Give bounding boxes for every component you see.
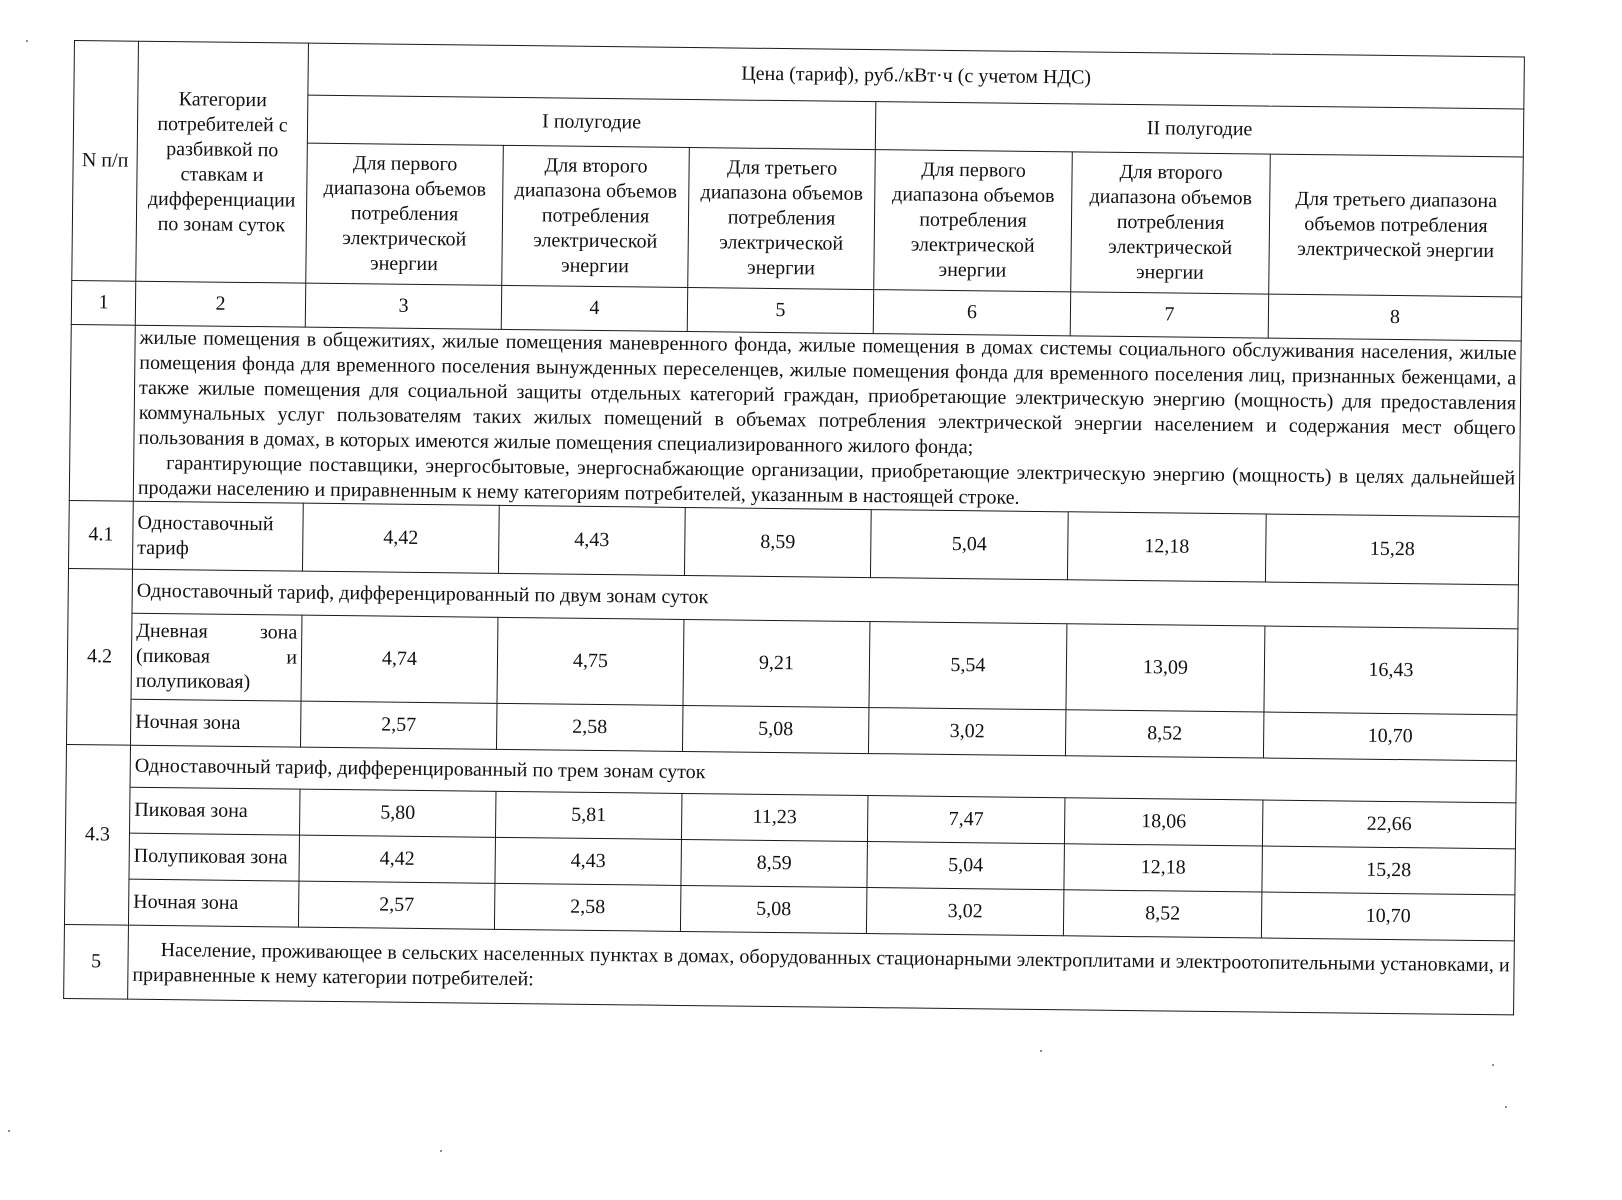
col-number-1: 1 [71, 280, 135, 325]
row-4-3-title: Одноставочный тариф, дифференцированный по трем зонам суток [130, 745, 1516, 803]
tariff-sheet [63, 40, 1524, 1015]
row-4-1-value: 5,04 [870, 510, 1068, 580]
row-4-3-peak-value: 7,47 [867, 796, 1065, 844]
col-number-8: 8 [1268, 294, 1521, 341]
row-4-2-number: 4.2 [67, 568, 133, 745]
row-4-3-peak-label: Пиковая зона [130, 787, 301, 835]
scan-speck [1505, 1106, 1507, 1108]
row-4-3-number: 4.3 [64, 744, 130, 925]
section4-text-2: гарантирующие поставщики, энергосбытовые, энергоснабжающие организации, приобретающие электрическую энергию (мощность) в целях дальнейшей продажи населению и приравненным к нему категориям потребителей, указанным в настоящей строке. [137, 452, 1516, 509]
col-number-3: 3 [305, 283, 501, 329]
row-4-2-night-value: 10,70 [1263, 712, 1517, 761]
row-4-1-value: 15,28 [1265, 514, 1519, 585]
header-h1-range-1: Для первого диапазона объемов потребления электрической энергии [306, 143, 504, 285]
row-4-2-night-value: 2,58 [496, 703, 683, 751]
header-h1-range-2: Для второго диапазона объемов потребления электрической энергии [502, 145, 690, 287]
row-4-2-day-value: 4,74 [301, 615, 498, 703]
col-number-4: 4 [501, 285, 687, 331]
row-4-1-value: 4,43 [498, 505, 685, 575]
col-number-6: 6 [873, 290, 1070, 336]
row-4-3-semipeak-label: Полупиковая зона [129, 833, 300, 881]
row-4-3-peak-value: 5,81 [495, 791, 682, 839]
row-4-3-peak-value: 11,23 [681, 793, 868, 841]
header-price-title: Цена (тариф), руб./кВт·ч (с учетом НДС) [308, 43, 1525, 109]
scan-speck [440, 1150, 442, 1152]
header-half-1: I полугодие [307, 95, 876, 149]
row-4-3-night-value: 8,52 [1063, 890, 1262, 938]
col-number-5: 5 [687, 287, 873, 333]
col-number-2: 2 [135, 281, 305, 327]
header-h2-range-1: Для первого диапазона объемов потребления электрической энергии [874, 150, 1073, 292]
header-h2-range-2: Для второго диапазона объемов потребления электрической энергии [1071, 152, 1271, 294]
row-4-2-night-value: 8,52 [1065, 710, 1264, 758]
row-4-2-day-value: 13,09 [1066, 624, 1265, 712]
row-4-2-night-value: 2,57 [300, 701, 497, 749]
tariff-table [63, 40, 1525, 1015]
header-h2-range-3: Для третьего диапазона объемов потребления электрической энергии [1269, 154, 1524, 297]
section4-description [133, 325, 1521, 517]
row-4-3-night-value: 2,58 [494, 883, 681, 931]
row-5-description: Население, проживающее в сельских населенных пунктах в домах, оборудованных стационарными электроплитами и электроотопительными установками, и приравненные к нему категории потребителей: [128, 925, 1515, 1015]
row-4-2-title: Одноставочный тариф, дифференцированный по двум зонам суток [132, 569, 1518, 629]
row-4-2-day-label: Дневная зона (пиковая и полупиковая) [131, 613, 302, 701]
row-4-3-night-value: 5,08 [680, 885, 867, 933]
row-4-1-value: 12,18 [1067, 512, 1266, 582]
row-4-3-peak-value: 22,66 [1262, 800, 1516, 849]
row-4-3-night-value: 3,02 [866, 888, 1064, 936]
scan-speck [1492, 1064, 1494, 1066]
row-4-3-semipeak-value: 4,43 [495, 837, 682, 885]
header-n-pp: N п/п [72, 41, 139, 282]
row-4-3-peak-value: 5,80 [299, 789, 496, 837]
row-4-1-label: Одноставочный тариф [133, 501, 304, 571]
section4-no-cell [69, 324, 135, 501]
row-4-1-value: 4,42 [302, 503, 499, 573]
row-4-3-semipeak-value: 15,28 [1262, 846, 1516, 895]
row-4-2-night-label: Ночная зона [131, 699, 302, 747]
row-5-number: 5 [64, 924, 129, 999]
row-4-3-semipeak-value: 5,04 [867, 842, 1065, 890]
header-half-2: II полугодие [875, 102, 1524, 157]
row-4-3-night-label: Ночная зона [128, 879, 299, 927]
scan-speck [8, 1130, 10, 1132]
row-4-2-day-value: 5,54 [869, 622, 1067, 710]
row-4-3-night-value: 2,57 [298, 881, 495, 929]
row-4-2-day-value: 4,75 [497, 617, 684, 705]
header-h1-range-3: Для третьего диапазона объемов потребления электрической энергии [688, 147, 876, 289]
col-number-7: 7 [1070, 292, 1268, 338]
row-4-2-night-value: 3,02 [868, 708, 1066, 756]
scan-speck [26, 40, 28, 42]
row-4-1-number: 4.1 [69, 500, 134, 569]
header-category: Категории потребителей с разбивкой по ставкам и дифференциации по зонам суток [136, 41, 309, 283]
row-4-3-peak-value: 18,06 [1064, 798, 1263, 846]
row-4-3-semipeak-value: 12,18 [1064, 844, 1263, 892]
row-4-1-value: 8,59 [684, 507, 871, 577]
row-4-2-day-value: 9,21 [683, 619, 870, 707]
row-4-3-semipeak-value: 4,42 [299, 835, 496, 883]
row-4-2-night-value: 5,08 [682, 705, 869, 753]
row-4-3-semipeak-value: 8,59 [681, 839, 868, 887]
row-4-3-night-value: 10,70 [1261, 892, 1515, 941]
scan-speck [1040, 1050, 1042, 1052]
row-4-2-day-value: 16,43 [1264, 626, 1518, 715]
section4-text-1: жилые помещения в общежитиях, жилые помещения маневренного фонда, жилые помещения в домах системы социального обслуживания населения, жилые помещения фонда для временного поселения вынужденных переселенцев, жилые помещения фонда для временного поселения лиц, признанных беженцами, а также жилые помещения для социальной защиты отдельных категорий граждан, приобретающие электрическую энергию (мощность) для предоставления коммунальных услуг пользователям таких жилых помещений в объемах потребления электрической энергии населением и содержания мест общего пользования в домах, в которых имеются жилые помещения специализированного жилого фонда; [138, 326, 1517, 459]
